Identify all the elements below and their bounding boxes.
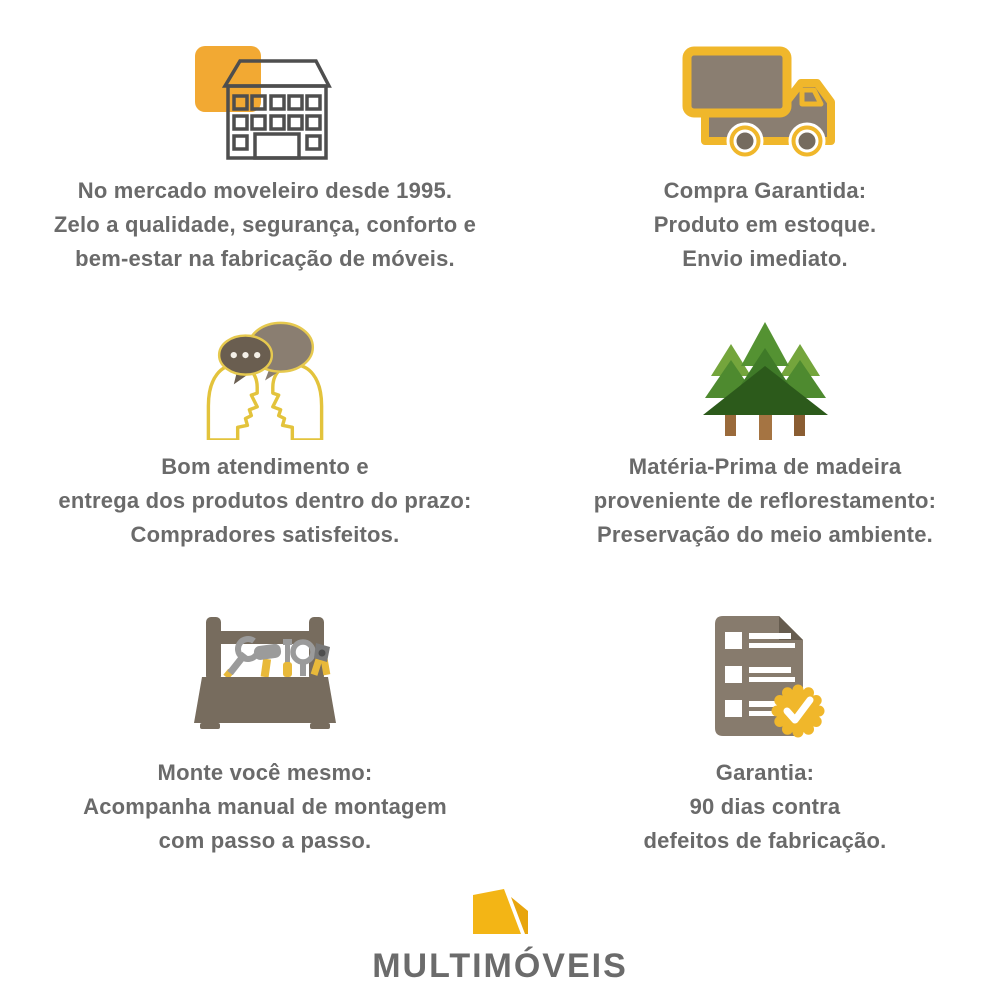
- feature-text-line: Garantia:: [715, 760, 815, 785]
- feature-text-line: Zelo a qualidade, segurança, conforto e: [53, 212, 477, 237]
- feature-text-line: Matéria-Prima de madeira: [628, 454, 902, 479]
- feature-text-line: Bom atendimento e: [161, 454, 369, 479]
- feature-text-line: Produto em estoque.: [653, 212, 877, 237]
- feature-text-line: 90 dias contra: [689, 794, 841, 819]
- brand-name: MULTIMÓVEIS: [372, 947, 628, 985]
- feature-text-line: proveniente de reflorestamento:: [593, 488, 937, 513]
- feature-text-line: bem-estar na fabricação de móveis.: [75, 246, 455, 271]
- feature-guaranteed-purchase: [530, 0, 1000, 298]
- feature-text-line: com passo a passo.: [158, 828, 372, 853]
- feature-warranty: [530, 586, 1000, 862]
- feature-text-line: No mercado moveleiro desde 1995.: [77, 178, 453, 203]
- feature-self-assembly: [0, 586, 530, 862]
- feature-text-line: entrega dos produtos dentro do prazo:: [58, 488, 472, 513]
- feature-customer-service: [0, 298, 530, 586]
- feature-text-line: Acompanha manual de montagem: [83, 794, 447, 819]
- logo-mark-icon: [471, 886, 529, 941]
- warranty-checklist-icon: [701, 608, 829, 748]
- customer-conversation-icon: [195, 318, 335, 440]
- feature-reforestation: [530, 298, 1000, 586]
- feature-text-line: Envio imediato.: [682, 246, 848, 271]
- reforestation-trees-icon: [703, 318, 828, 440]
- feature-text-line: defeitos de fabricação.: [643, 828, 887, 853]
- feature-text-line: Preservação do meio ambiente.: [597, 522, 933, 547]
- delivery-truck-icon: [681, 46, 849, 164]
- feature-text-line: Compradores satisfeitos.: [130, 522, 400, 547]
- feature-text-line: Monte você mesmo:: [157, 760, 373, 785]
- feature-factory: [0, 0, 530, 298]
- brand-footer: [0, 862, 1000, 1000]
- feature-text-line: Compra Garantida:: [663, 178, 867, 203]
- toolbox-icon: [190, 608, 340, 748]
- factory-building-icon: [195, 46, 335, 164]
